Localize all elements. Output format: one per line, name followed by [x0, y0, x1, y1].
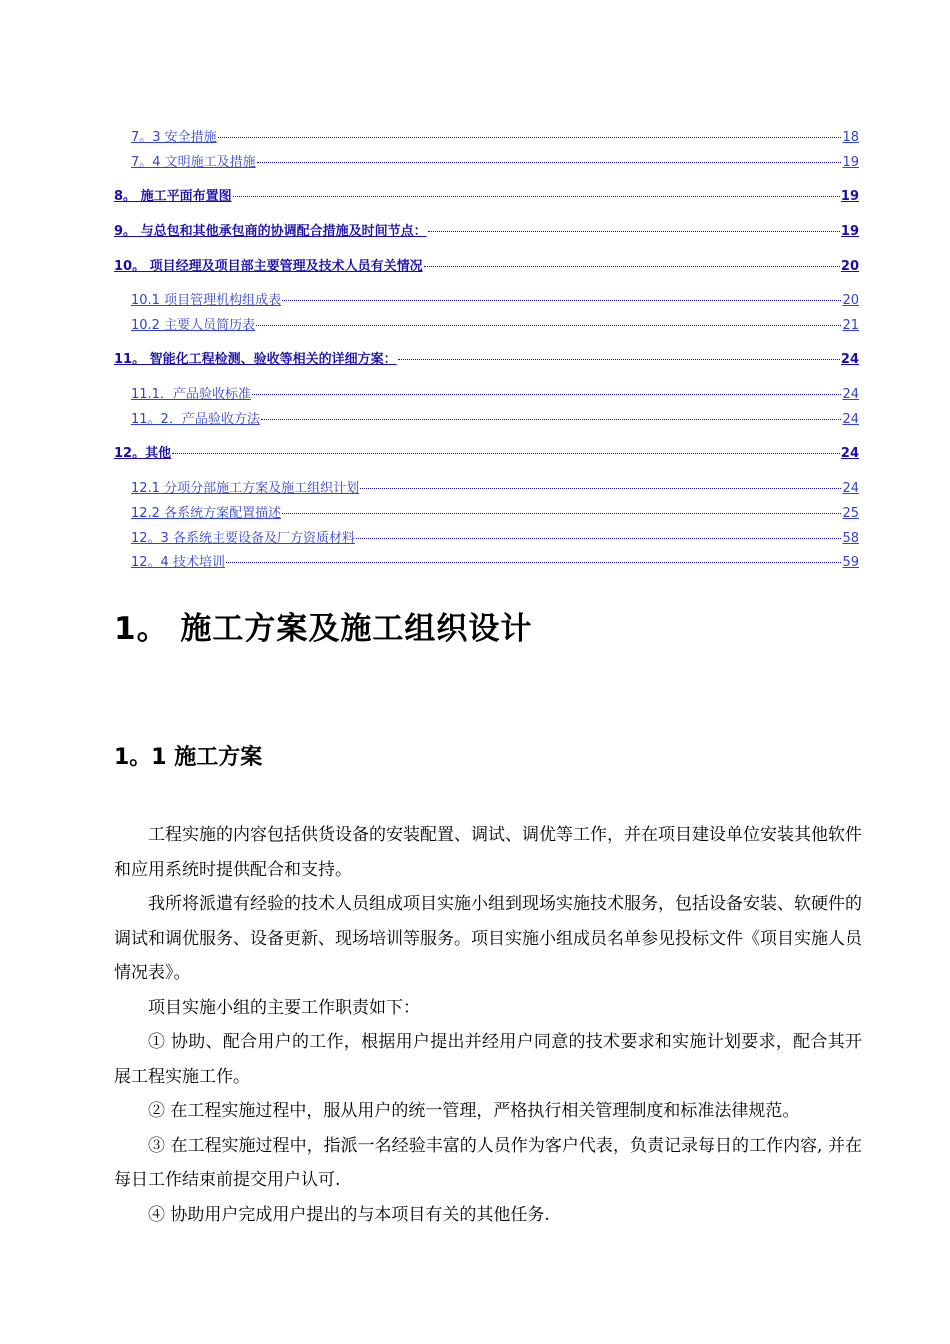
- section-body: [114, 818, 862, 1232]
- toc-entry[interactable]: [131, 289, 859, 308]
- toc-entry[interactable]: [131, 314, 859, 333]
- toc-entry-page: 18: [842, 130, 859, 145]
- toc-entry-page: 24: [842, 481, 859, 496]
- toc-leader: [360, 488, 841, 489]
- toc-entry[interactable]: [114, 442, 859, 461]
- toc-entry-page: 20: [842, 293, 859, 308]
- toc-entry[interactable]: [131, 151, 859, 170]
- section-heading: 1。1 施工方案: [114, 745, 263, 770]
- toc-leader: [356, 538, 842, 539]
- toc-entry[interactable]: [131, 126, 859, 145]
- toc-leader: [226, 562, 842, 563]
- toc-entry-title: 10.1 项目管理机构组成表: [131, 293, 282, 308]
- toc-entry-page: 21: [842, 318, 859, 333]
- paragraph: 项目实施小组的主要工作职责如下：: [148, 997, 420, 1018]
- toc-entry-title: 8。 施工平面布置图: [114, 189, 232, 204]
- toc-entry-title: 11。 智能化工程检测、验收等相关的详细方案：: [114, 352, 397, 367]
- toc-leader: [282, 513, 841, 514]
- toc-leader: [218, 137, 842, 138]
- toc-entry-page: 24: [840, 352, 859, 367]
- toc-entry-title: 10.2 主要人员简历表: [131, 318, 256, 333]
- toc-entry-title: 9。 与总包和其他承包商的协调配合措施及时间节点：: [114, 224, 427, 239]
- toc-entry-page: 19: [842, 155, 859, 170]
- toc-leader: [424, 266, 840, 267]
- toc-entry-page: 59: [842, 555, 859, 570]
- toc-entry[interactable]: [114, 348, 859, 367]
- toc-entry[interactable]: [114, 255, 859, 274]
- toc-entry-title: 12。3 各系统主要设备及厂方资质材料: [131, 531, 355, 546]
- paragraph: ④ 协助用户完成用户提出的与本项目有关的其他任务.: [148, 1204, 550, 1225]
- toc-entry-page: 25: [842, 506, 859, 521]
- toc-entry[interactable]: [131, 383, 859, 402]
- toc-entry-page: 58: [842, 531, 859, 546]
- toc-entry[interactable]: [131, 527, 859, 546]
- toc-entry-title: 7。4 文明施工及措施: [131, 155, 256, 170]
- toc-leader: [252, 394, 842, 395]
- paragraph: ① 协助、配合用户的工作，根据用户提出并经用户同意的技术要求和实施计划要求，配合其开展工程实施工作。: [114, 1032, 862, 1087]
- toc-entry[interactable]: [131, 551, 859, 570]
- toc-entry-title: 12.1 分项分部施工方案及施工组织计划: [131, 481, 360, 496]
- toc-entry[interactable]: [114, 220, 859, 239]
- toc-leader: [282, 300, 841, 301]
- toc-entry-page: 24: [840, 446, 859, 461]
- paragraph: 我所将派遣有经验的技术人员组成项目实施小组到现场实施技术服务，包括设备安装、软硬件的调试和调优服务、设备更新、现场培训等服务。项目实施小组成员名单参见投标文件《项目实施人员情况表》。: [114, 894, 862, 983]
- toc-leader: [172, 453, 840, 454]
- toc-entry-page: 24: [842, 412, 859, 427]
- toc-entry[interactable]: [114, 185, 859, 204]
- paragraph: ③ 在工程实施过程中，指派一名经验丰富的人员作为客户代表，负责记录每日的工作内容, 并在每日工作结束前提交用户认可.: [114, 1135, 862, 1190]
- toc-entry[interactable]: [131, 408, 859, 427]
- toc-entry-title: 11.1．产品验收标准: [131, 387, 251, 402]
- toc-entry-title: 12。其他: [114, 446, 172, 461]
- toc-entry-title: 12.2 各系统方案配置描述: [131, 506, 282, 521]
- toc-entry-title: 10。 项目经理及项目部主要管理及技术人员有关情况: [114, 259, 423, 274]
- toc-leader: [428, 231, 840, 232]
- toc-leader: [257, 162, 842, 163]
- toc-entry-title: 7。3 安全措施: [131, 130, 217, 145]
- toc-leader: [261, 419, 842, 420]
- toc-entry-title: 11。2．产品验收方法: [131, 412, 260, 427]
- toc-entry-page: 24: [842, 387, 859, 402]
- toc-entry-page: 20: [840, 259, 859, 274]
- toc-leader: [233, 196, 840, 197]
- toc-entry-page: 19: [840, 224, 859, 239]
- toc-entry[interactable]: [131, 477, 859, 496]
- toc-leader: [256, 325, 841, 326]
- paragraph: 工程实施的内容包括供货设备的安装配置、调试、调优等工作，并在项目建设单位安装其他软件和应用系统时提供配合和支持。: [114, 825, 862, 880]
- toc-leader: [398, 359, 840, 360]
- toc-entry-title: 12。4 技术培训: [131, 555, 225, 570]
- chapter-heading: 1。 施工方案及施工组织设计: [114, 611, 533, 647]
- toc-entry[interactable]: [131, 502, 859, 521]
- paragraph: ② 在工程实施过程中，服从用户的统一管理，严格执行相关管理制度和标准法律规范。: [148, 1101, 800, 1121]
- toc-entry-page: 19: [840, 189, 859, 204]
